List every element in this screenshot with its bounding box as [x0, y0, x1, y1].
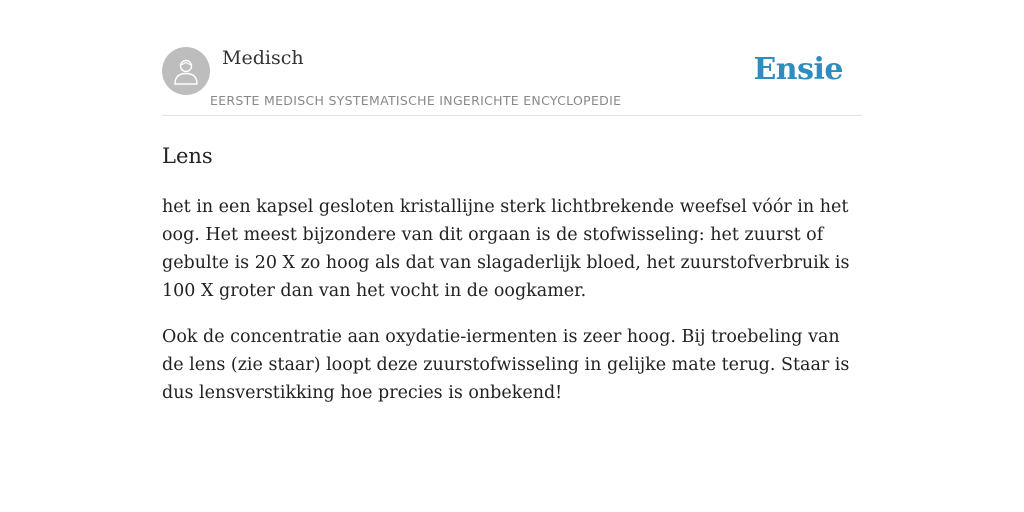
ensie-logo[interactable]: Ensie: [753, 52, 843, 87]
source-title[interactable]: Medisch: [222, 47, 304, 69]
article-content: [162, 193, 862, 407]
page: [162, 0, 862, 407]
article-term: Lens: [162, 144, 213, 168]
source-header: [162, 0, 862, 116]
article-paragraph: Ook de concentratie aan oxydatie-iermenten is zeer hoog. Bij troebeling van de lens (zie staar) loopt deze zuurstofwisseling in gelijke mate terug. Staar is dus lensverstikking hoe precies is onbekend!: [162, 327, 850, 403]
user-placeholder-icon: [171, 56, 201, 86]
source-subtitle: EERSTE MEDISCH SYSTEMATISCHE INGERICHTE ENCYCLOPEDIE: [210, 93, 622, 108]
article-paragraph: het in een kapsel gesloten kristallijne sterk lichtbrekende weefsel vóór in het oog. Het meest bijzondere van dit orgaan is de stofwisseling: het zuurst of gebulte is 20 X zo hoog als dat van slagaderlijk bloed, het zuurstofverbruik is 100 X groter dan van het vocht in de oogkamer.: [162, 197, 850, 301]
source-avatar[interactable]: [162, 47, 210, 95]
